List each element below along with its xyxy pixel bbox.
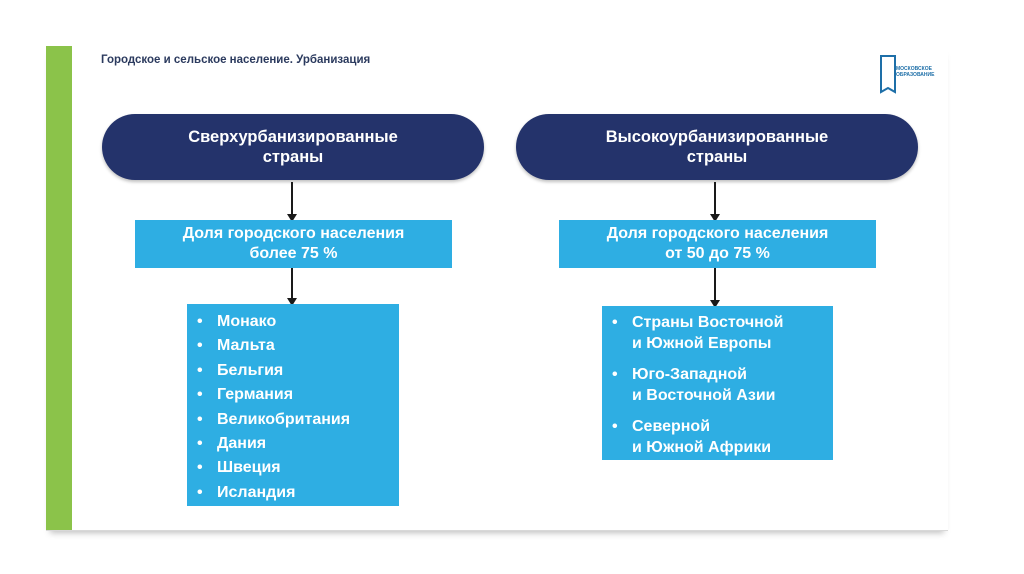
- list-item: • Монако: [187, 310, 399, 334]
- accent-bar: [46, 46, 72, 530]
- list-item: • Германия: [187, 383, 399, 407]
- book-icon: [878, 54, 898, 96]
- right-region-list: [602, 306, 833, 460]
- left-country-list: [187, 304, 399, 506]
- right-share-box: Доля городского населения от 50 до 75 %: [559, 220, 876, 268]
- right-arrow-2: [714, 268, 716, 306]
- logo: [878, 54, 942, 98]
- list-item: • Дания: [187, 432, 399, 456]
- list-item: • Северной и Южной Африки: [602, 416, 833, 458]
- left-arrow-1: [291, 182, 293, 220]
- left-header: Сверхурбанизированные страны: [102, 114, 484, 180]
- slide: [46, 46, 948, 531]
- list-item: • Страны Восточной и Южной Европы: [602, 312, 833, 354]
- logo-text: МОСКОВСКОЕ ОБРАЗОВАНИЕ: [896, 66, 935, 78]
- list-item: • Великобритания: [187, 408, 399, 432]
- left-arrow-2: [291, 268, 293, 304]
- left-share-box: Доля городского населения более 75 %: [135, 220, 452, 268]
- right-header: Высокоурбанизированные страны: [516, 114, 918, 180]
- list-item: • Швеция: [187, 456, 399, 480]
- list-item: • Юго-Западной и Восточной Азии: [602, 364, 833, 406]
- list-item: • Исландия: [187, 481, 399, 505]
- page-title: Городское и сельское население. Урбанизация: [101, 54, 371, 66]
- right-arrow-1: [714, 182, 716, 220]
- list-item: • Мальта: [187, 334, 399, 358]
- list-item: • Бельгия: [187, 359, 399, 383]
